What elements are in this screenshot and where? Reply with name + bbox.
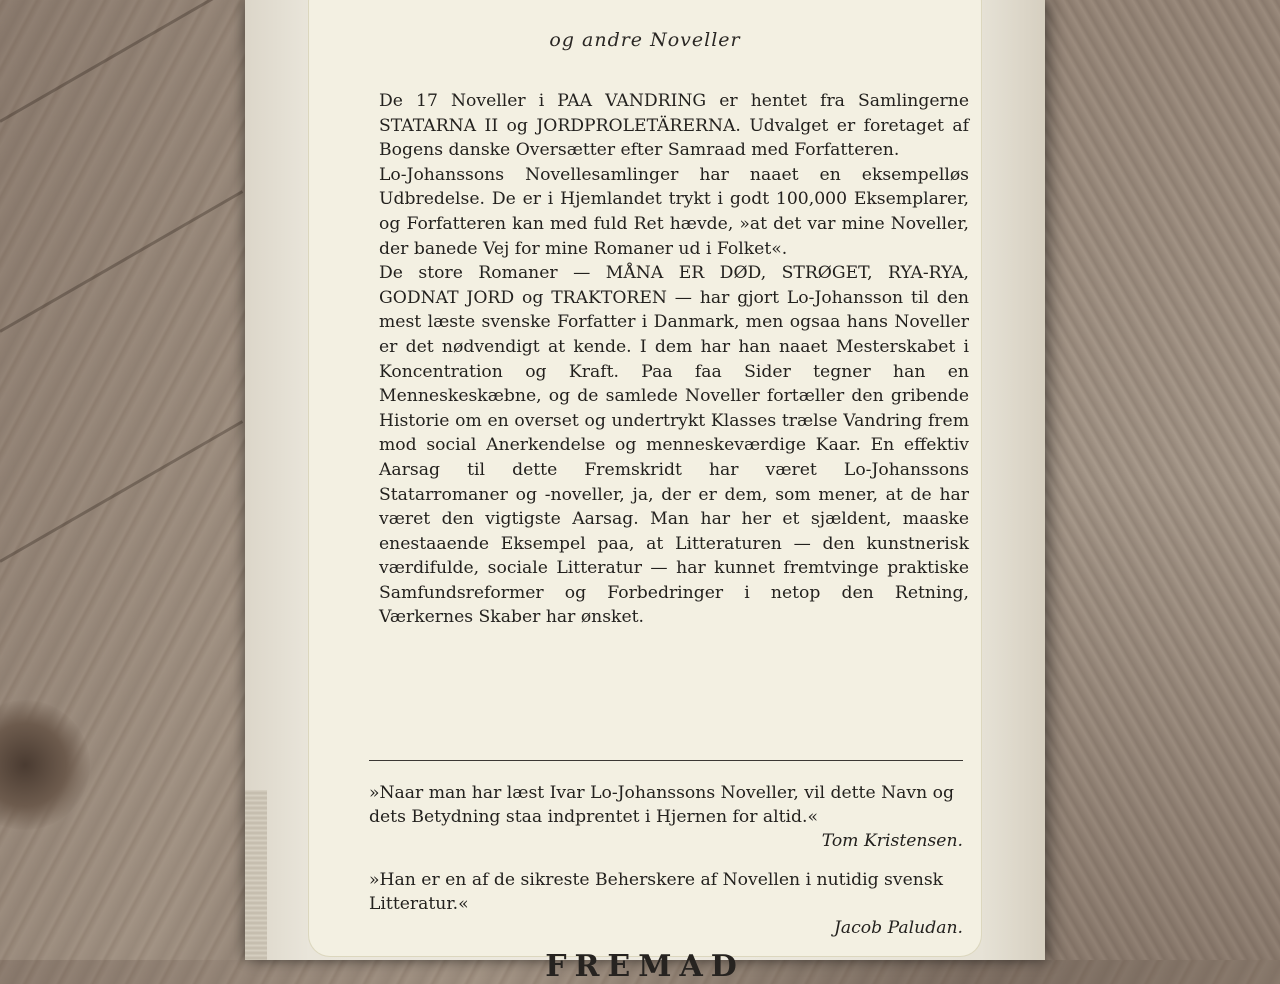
blurb-paragraph: De store Romaner — MÅNA ER DØD, STRØGET, RYA-RYA, GODNAT JORD og TRAKTOREN — har gjort Lo-Johansson til den mest læste svenske Forfatter i Danmark, men ogsaa hans Noveller er det nødvendigt at kende. I dem har han naaet Mesterskabet i Koncentration og Kraft. Paa faa Sider tegner han en Menneskeskæbne, og de samlede Noveller fortæller den gribende Historie om en overset og undertrykt Klasses trælse Vandring frem mod social Anerkendelse og menneskeværdige Kaar. En effektiv Aarsag til dette Fremskridt har været Lo-Johanssons Statarromaner og -noveller, ja, der er dem, som mener, at de har været den vigtigste Aarsag. Man har her et sjældent, maaske enestaaende Eksempel paa, at Litteraturen — den kunstnerisk værdifulde, sociale Litteratur — har kunnet fremtvinge praktiske Samfundsreformer og Forbedringer i netop den Retning, Værkernes Skaber har ønsket. bbox=[379, 263, 969, 628]
divider-line bbox=[369, 760, 963, 761]
quote-text: »Han er en af de sikreste Beherskere af Novellen i nutidig svensk Litteratur.« bbox=[369, 870, 944, 914]
review-quote bbox=[369, 868, 963, 940]
review-quote bbox=[369, 781, 963, 853]
book-subtitle: og andre Noveller bbox=[549, 29, 741, 51]
wood-knot bbox=[0, 700, 90, 830]
blurb-paragraph: De 17 Noveller i PAA VANDRING er hentet fra Samlingerne STATARNA II og JORDPROLETÄRERNA. Udvalget er foretaget af Bogens danske Oversætter efter Samraad med Forfatteren. bbox=[379, 91, 969, 161]
quote-text: »Naar man har læst Ivar Lo-Johanssons Noveller, vil dette Navn og dets Betydning staa indprentet i Hjernen for altid.« bbox=[369, 783, 954, 827]
spine-tape bbox=[245, 790, 267, 960]
publisher-name: FREMAD bbox=[545, 949, 745, 984]
blurb-paragraph: Lo-Johanssons Novellesamlinger har naaet en eksempelløs Udbredelse. De er i Hjemlandet trykt i godt 100,000 Eksemplarer, og Forfatteren kan med fuld Ret hævde, »at det var mine Noveller, der banede Vej for mine Romaner ud i Folket«. bbox=[379, 164, 969, 259]
quote-author: Jacob Paludan. bbox=[834, 918, 963, 938]
book-back-cover bbox=[245, 0, 1045, 984]
wood-grain bbox=[0, 420, 243, 563]
text-panel bbox=[308, 0, 982, 984]
quote-author: Tom Kristensen. bbox=[821, 831, 963, 851]
wood-grain bbox=[0, 0, 243, 123]
blurb-text bbox=[379, 89, 969, 630]
wood-grain bbox=[0, 190, 243, 333]
